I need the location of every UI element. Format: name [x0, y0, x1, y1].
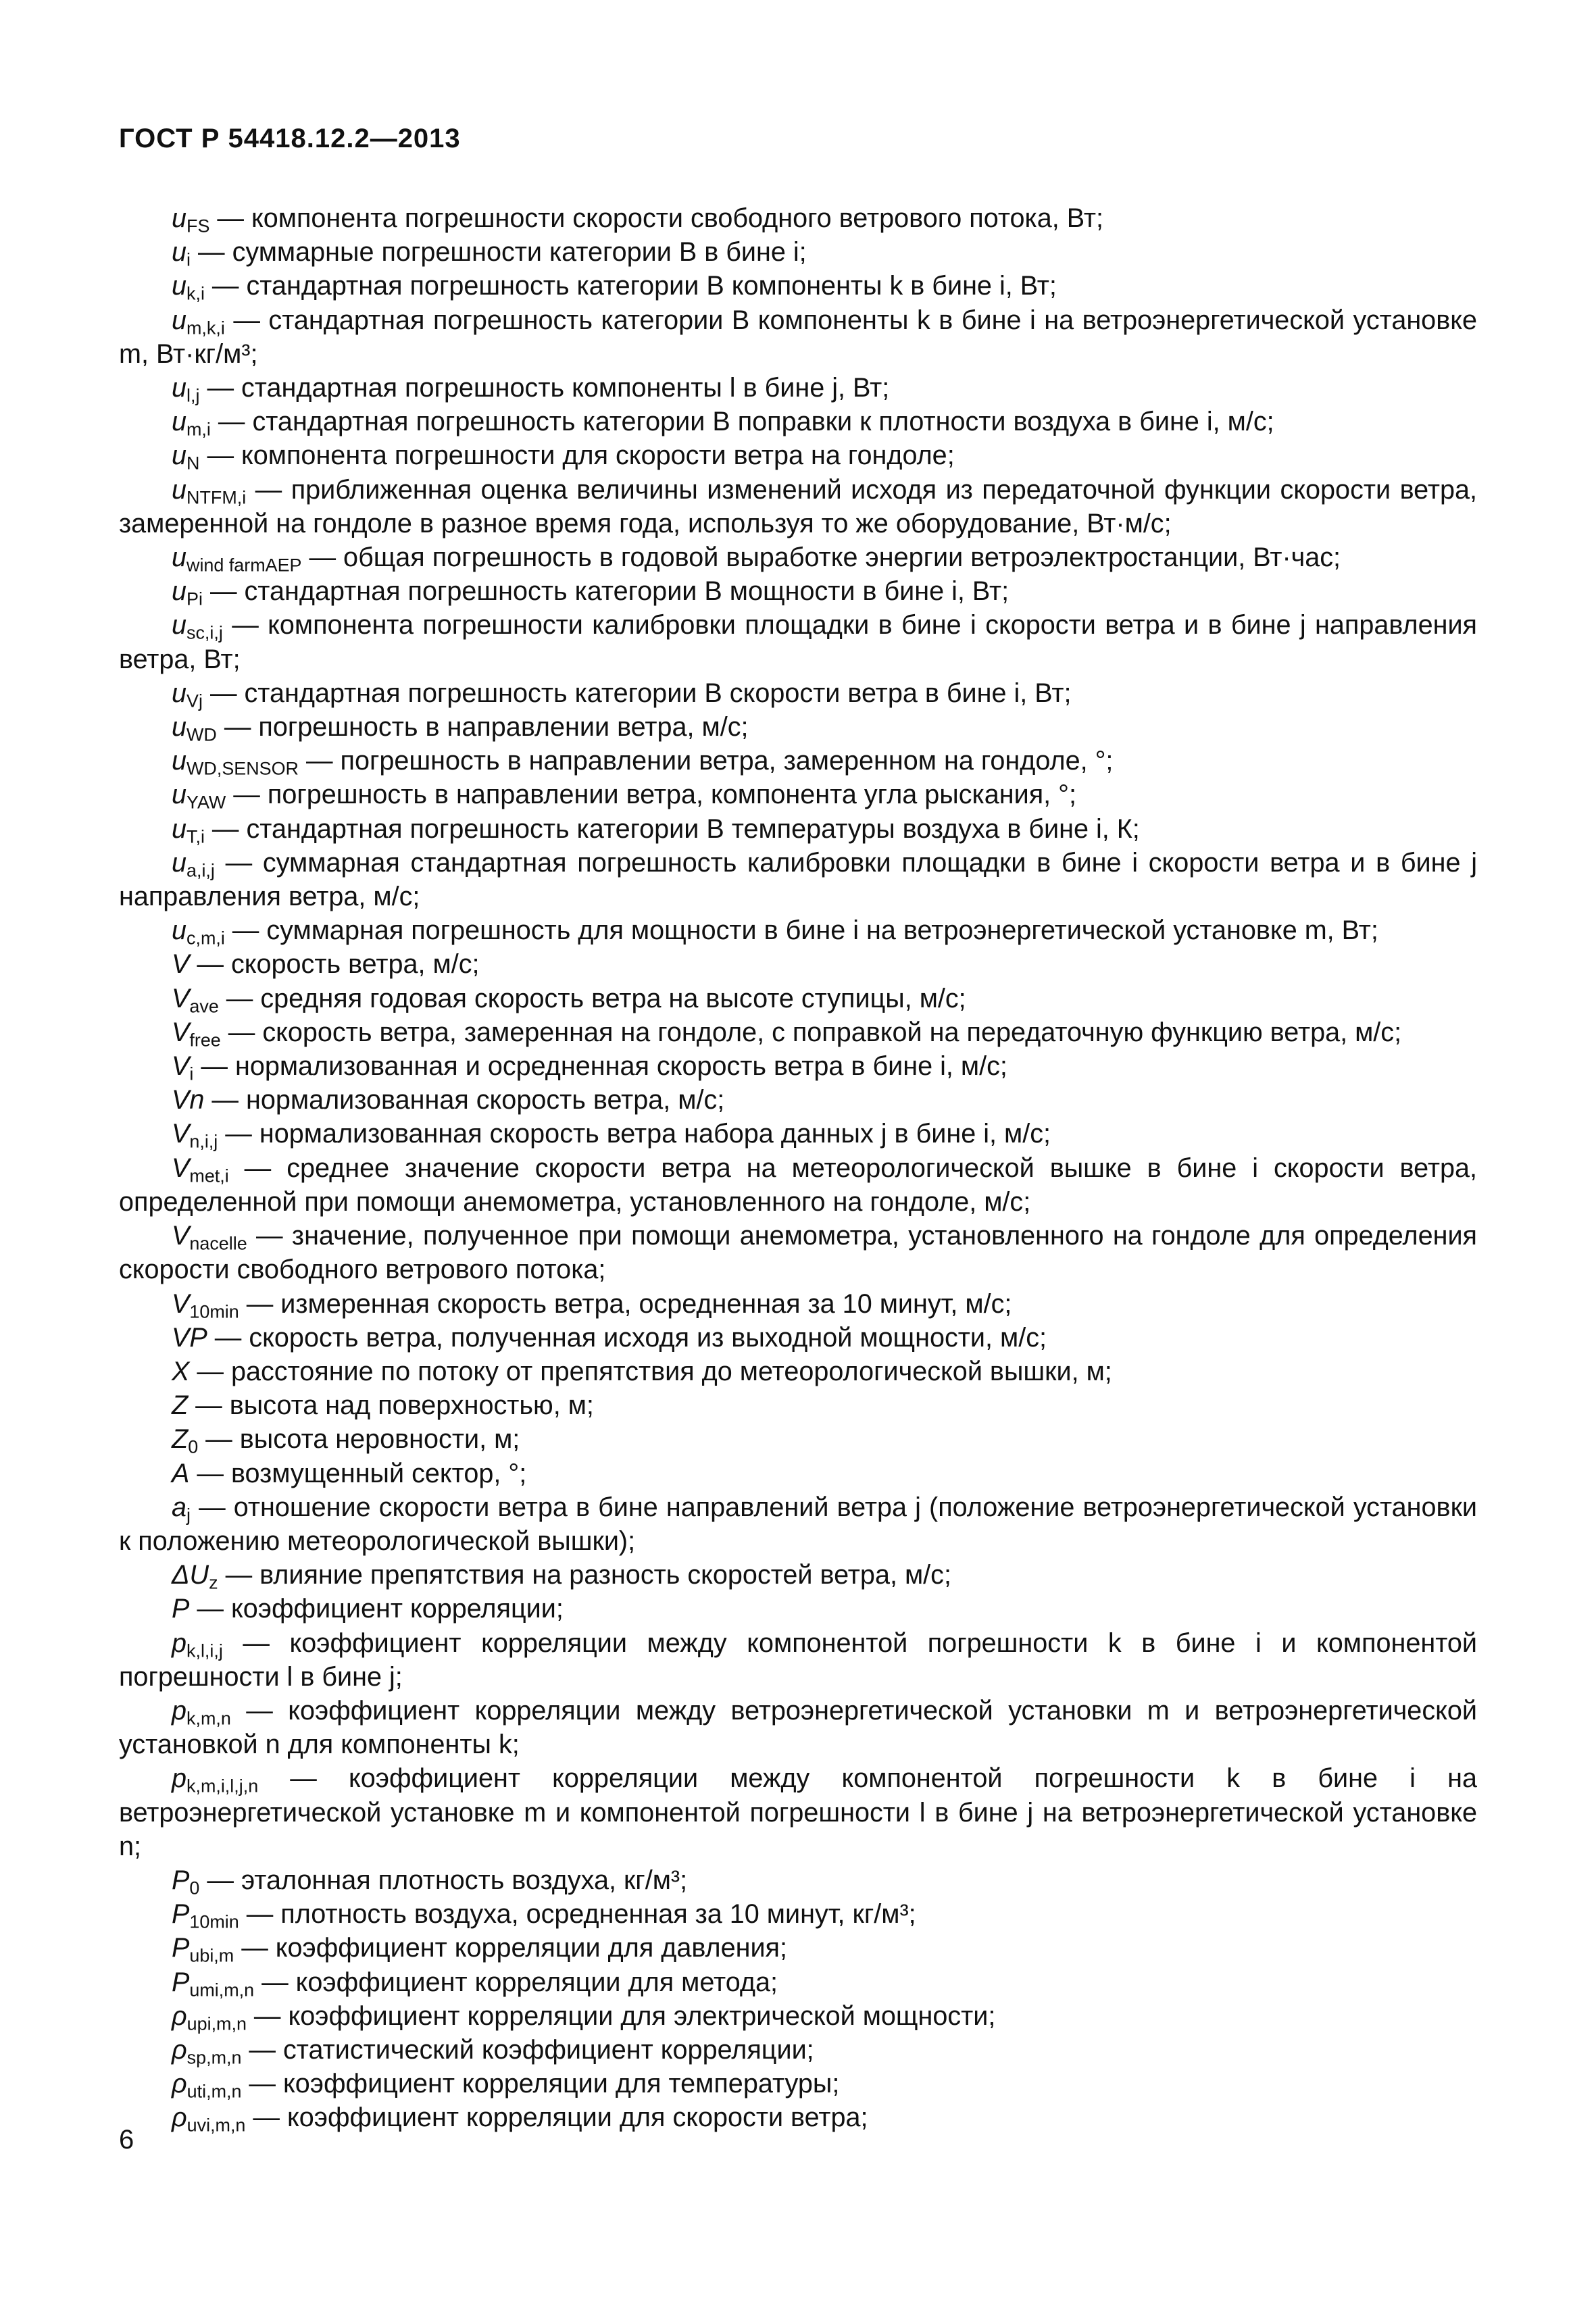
- symbol: P: [172, 1594, 190, 1624]
- symbol: p: [172, 1695, 187, 1726]
- definition-text: — коэффициент корреляции для метода;: [254, 1967, 778, 1997]
- symbol-subscript: sc,i,j: [186, 622, 223, 643]
- symbol-subscript: met,i: [189, 1165, 229, 1186]
- symbol-subscript: wind farmAEP: [186, 555, 302, 576]
- symbol-subscript: NTFM,i: [186, 487, 247, 508]
- symbol-subscript: sp,m,n: [186, 2047, 242, 2068]
- definition-entry: [119, 1422, 1477, 1456]
- symbol: Vn: [172, 1085, 205, 1115]
- symbol: u: [172, 407, 187, 437]
- definition-text: — коэффициент корреляции для температуры;: [241, 2069, 840, 2099]
- definition-entry: [119, 1457, 1477, 1490]
- definition-text: — коэффициент корреляции для скорости ветра;: [245, 2103, 868, 2133]
- definition-entry: [119, 371, 1477, 405]
- definition-entry: [119, 812, 1477, 846]
- definition-entry: [119, 1931, 1477, 1965]
- definition-entry: [119, 1355, 1477, 1388]
- definition-text: — среднее значение скорости ветра на метеорологической вышке в бине i скорости ветра, определенной при помощи анемометра, установленного на гондоле, м/с;: [119, 1153, 1477, 1217]
- definition-text: — компонента погрешности скорости свободного ветрового потока, Вт;: [209, 203, 1103, 233]
- definition-text: — коэффициент корреляции;: [189, 1594, 564, 1624]
- definition-entry: [119, 1863, 1477, 1897]
- definition-text: — статистический коэффициент корреляции;: [241, 2034, 814, 2065]
- definition-text: — стандартная погрешность категории В компоненты k в бине i, Вт;: [204, 271, 1057, 301]
- definition-text: — стандартная погрешность категории В компоненты k в бине i на ветроэнергетической установке m, Вт·кг/м³;: [119, 305, 1477, 369]
- symbol-subscript: z: [209, 1572, 218, 1593]
- symbol: V: [172, 1288, 190, 1319]
- definition-entry: [119, 405, 1477, 438]
- definition-text: — стандартная погрешность категории В температуры воздуха в бине i, К;: [204, 813, 1140, 844]
- symbol: u: [172, 271, 187, 301]
- symbol: V: [172, 983, 190, 1013]
- definition-entry: [119, 1694, 1477, 1761]
- definition-entry: [119, 1626, 1477, 1694]
- definition-text: — плотность воздуха, осредненная за 10 минут, кг/м³;: [239, 1899, 916, 1930]
- symbol-subscript: n,i,j: [189, 1132, 218, 1153]
- symbol-subscript: umi,m,n: [189, 1980, 255, 2001]
- symbol-subscript: j: [186, 1505, 191, 1526]
- symbol: ρ: [172, 2069, 187, 2099]
- definition-text: — отношение скорости ветра в бине направлений ветра j (положение ветроэнергетической установки к положению метеорологической вышки);: [119, 1492, 1477, 1556]
- symbol-subscript: k,l,i,j: [186, 1640, 223, 1661]
- symbol-subscript: FS: [186, 216, 210, 236]
- symbol-subscript: 0: [189, 1878, 200, 1898]
- symbol: u: [172, 712, 187, 743]
- symbol: p: [172, 1763, 187, 1794]
- symbol-subscript: 10min: [189, 1301, 239, 1322]
- symbol-subscript: N: [186, 453, 200, 474]
- symbol: u: [172, 203, 187, 233]
- symbol-subscript: ave: [189, 996, 219, 1017]
- symbol: u: [172, 746, 187, 776]
- definition-text: — измеренная скорость ветра, осредненная за 10 минут, м/с;: [239, 1288, 1012, 1319]
- definition-entry: [119, 540, 1477, 574]
- symbol: ΔU: [172, 1560, 209, 1590]
- symbol: u: [172, 610, 187, 640]
- symbol: p: [172, 1628, 187, 1658]
- definition-entry: [119, 1219, 1477, 1286]
- definition-entry: [119, 1388, 1477, 1422]
- definition-entry: [119, 1117, 1477, 1151]
- definition-text: — суммарные погрешности категории В в бине i;: [191, 237, 807, 268]
- symbol: u: [172, 305, 187, 335]
- symbol: u: [172, 847, 187, 878]
- symbol: X: [172, 1356, 190, 1386]
- symbol-subscript: T,i: [186, 826, 205, 847]
- definition-text: — коэффициент корреляции между компонентой погрешности k в бине i на ветроэнергетической установке m и компонентой погрешности l в бине j на ветроэнергетической установке n;: [119, 1763, 1477, 1861]
- symbol-subscript: 0: [188, 1436, 199, 1457]
- symbol-subscript: k,m,n: [186, 1708, 231, 1729]
- definition-entry: [119, 1761, 1477, 1863]
- symbol: V: [172, 1051, 190, 1082]
- symbol: VP: [172, 1322, 207, 1353]
- definition-text: — компонента погрешности для скорости ветра на гондоле;: [199, 441, 955, 471]
- symbol: u: [172, 441, 187, 471]
- definition-entry: [119, 1999, 1477, 2033]
- definition-text: — стандартная погрешность категории В скорости ветра в бине i, Вт;: [202, 678, 1072, 708]
- definition-text: — коэффициент корреляции для давления;: [234, 1933, 787, 1963]
- symbol-subscript: ubi,m: [189, 1945, 234, 1966]
- definition-text: — нормализованная скорость ветра, м/с;: [204, 1085, 725, 1115]
- definition-entry: [119, 846, 1477, 913]
- symbol-subscript: uvi,m,n: [186, 2115, 246, 2136]
- definition-text: — высота неровности, м;: [198, 1424, 520, 1455]
- definition-text: — нормализованная и осредненная скорость ветра в бине i, м/с;: [193, 1051, 1007, 1082]
- symbol: u: [172, 915, 187, 946]
- definition-text: — стандартная погрешность категории В мощности в бине i, Вт;: [202, 576, 1009, 607]
- definition-text: — погрешность в направлении ветра, компонента угла рыскания, °;: [226, 780, 1076, 810]
- symbol-subscript: c,m,i: [186, 928, 225, 949]
- symbol-subscript: i: [189, 1063, 194, 1084]
- definition-text: — погрешность в направлении ветра, м/с;: [216, 712, 749, 743]
- definition-text: — компонента погрешности калибровки площадки в бине i скорости ветра и в бине j направления ветра, Вт;: [119, 610, 1477, 674]
- definition-text: — суммарная стандартная погрешность калибровки площадки в бине i скорости ветра и в бине j направления ветра, м/с;: [119, 847, 1477, 912]
- definition-entry: [119, 778, 1477, 811]
- definition-text: — общая погрешность в годовой выработке энергии ветроэлектростанции, Вт·час;: [301, 543, 1341, 573]
- definition-text: — скорость ветра, полученная исходя из выходной мощности, м/с;: [207, 1322, 1047, 1353]
- definition-entry: [119, 608, 1477, 676]
- definition-entry: [119, 913, 1477, 947]
- definition-text: — коэффициент корреляции между компонентой погрешности k в бине i и компонентой погрешности l в бине j;: [119, 1628, 1477, 1692]
- symbol-subscript: m,k,i: [186, 318, 225, 338]
- definition-entry: [119, 744, 1477, 778]
- definition-entry: [119, 1321, 1477, 1355]
- symbol-subscript: m,i: [186, 419, 211, 440]
- symbol-subscript: nacelle: [189, 1233, 247, 1254]
- definition-entry: [119, 1083, 1477, 1117]
- symbol: u: [172, 678, 187, 708]
- symbol-subscript: uti,m,n: [186, 2081, 242, 2102]
- definition-entry: [119, 710, 1477, 744]
- symbol-subscript: i: [186, 249, 191, 270]
- symbol: ρ: [172, 2034, 187, 2065]
- definition-entry: [119, 303, 1477, 371]
- definition-entry: [119, 574, 1477, 608]
- definition-entry: [119, 676, 1477, 710]
- symbol-definitions-list: [119, 201, 1477, 2135]
- symbol-subscript: 10min: [189, 1911, 239, 1932]
- symbol-subscript: Pi: [186, 588, 203, 609]
- definition-text: — средняя годовая скорость ветра на высоте ступицы, м/с;: [218, 983, 966, 1013]
- symbol: u: [172, 813, 187, 844]
- definition-text: — коэффициент корреляции между ветроэнергетической установки m и ветроэнергетической установкой n для компоненты k;: [119, 1695, 1477, 1760]
- definition-text: — приближенная оценка величины изменений исходя из передаточной функции скорости ветра, замеренной на гондоле в разное время года, используя то же оборудование, Вт·м/с;: [119, 474, 1477, 538]
- definition-entry: [119, 1049, 1477, 1083]
- symbol: ρ: [172, 2103, 187, 2133]
- definition-entry: [119, 947, 1477, 981]
- definition-entry: [119, 2033, 1477, 2067]
- definition-entry: [119, 473, 1477, 540]
- definition-entry: [119, 201, 1477, 235]
- definition-text: — нормализованная скорость ветра набора данных j в бине i, м/с;: [218, 1119, 1051, 1149]
- symbol-subscript: upi,m,n: [186, 2013, 247, 2034]
- page-header-title: ГОСТ Р 54418.12.2—2013: [119, 124, 461, 153]
- symbol-subscript: free: [189, 1030, 221, 1051]
- symbol-subscript: Vj: [186, 690, 203, 711]
- symbol-subscript: WD,SENSOR: [186, 758, 299, 779]
- symbol: Z: [172, 1424, 189, 1455]
- definition-text: — скорость ветра, м/с;: [189, 949, 480, 980]
- symbol: V: [172, 1153, 190, 1183]
- symbol-subscript: l,j: [186, 385, 200, 406]
- definition-entry: [119, 269, 1477, 303]
- definition-text: — суммарная погрешность для мощности в бине i на ветроэнергетической установке m, Вт;: [224, 915, 1378, 946]
- symbol-subscript: WD: [186, 724, 217, 745]
- definition-text: — стандартная погрешность компоненты l в бине j, Вт;: [199, 373, 890, 403]
- symbol: P: [172, 1933, 190, 1963]
- definition-entry: [119, 235, 1477, 269]
- definition-text: — значение, полученное при помощи анемометра, установленного на гондоле для определения скорости свободного ветрового потока;: [119, 1221, 1477, 1285]
- symbol: A: [172, 1458, 190, 1488]
- definition-entry: [119, 1592, 1477, 1626]
- definition-entry: [119, 1287, 1477, 1321]
- symbol: V: [172, 1221, 190, 1251]
- definition-entry: [119, 1015, 1477, 1049]
- definition-entry: [119, 982, 1477, 1015]
- definition-entry: [119, 1558, 1477, 1592]
- symbol: P: [172, 1899, 190, 1930]
- definition-entry: [119, 2067, 1477, 2101]
- definition-entry: [119, 438, 1477, 472]
- definition-entry: [119, 1965, 1477, 1999]
- symbol: Z: [172, 1390, 189, 1421]
- symbol: u: [172, 237, 187, 268]
- definition-text: — погрешность в направлении ветра, замеренном на гондоле, °;: [298, 746, 1114, 776]
- symbol: V: [172, 1017, 190, 1047]
- symbol: V: [172, 1119, 190, 1149]
- page-number: 6: [119, 2125, 134, 2155]
- symbol: u: [172, 373, 187, 403]
- definition-text: — скорость ветра, замеренная на гондоле, с поправкой на передаточную функцию ветра, м/с;: [220, 1017, 1402, 1047]
- symbol: u: [172, 543, 187, 573]
- symbol: u: [172, 576, 187, 607]
- symbol: V: [172, 949, 190, 980]
- definition-text: — стандартная погрешность категории В поправки к плотности воздуха в бине i, м/с;: [210, 407, 1274, 437]
- definition-entry: [119, 1151, 1477, 1219]
- definition-text: — эталонная плотность воздуха, кг/м³;: [199, 1865, 688, 1895]
- symbol: P: [172, 1865, 190, 1895]
- symbol: P: [172, 1967, 190, 1997]
- symbol-subscript: YAW: [186, 792, 226, 813]
- definition-text: — влияние препятствия на разность скоростей ветра, м/с;: [218, 1560, 951, 1590]
- symbol-subscript: k,m,i,l,j,n: [186, 1776, 259, 1796]
- symbol-subscript: k,i: [186, 283, 205, 304]
- symbol: ρ: [172, 2001, 187, 2031]
- symbol-subscript: a,i,j: [186, 860, 215, 881]
- symbol: u: [172, 474, 187, 505]
- symbol: u: [172, 780, 187, 810]
- definition-text: — возмущенный сектор, °;: [189, 1458, 527, 1488]
- definition-text: — расстояние по потоку от препятствия до метеорологической вышки, м;: [189, 1356, 1112, 1386]
- definition-text: — высота над поверхностью, м;: [188, 1390, 594, 1421]
- definition-entry: [119, 1897, 1477, 1931]
- definition-entry: [119, 2101, 1477, 2134]
- definition-entry: [119, 1490, 1477, 1558]
- symbol: a: [172, 1492, 187, 1522]
- definition-text: — коэффициент корреляции для электрической мощности;: [246, 2001, 996, 2031]
